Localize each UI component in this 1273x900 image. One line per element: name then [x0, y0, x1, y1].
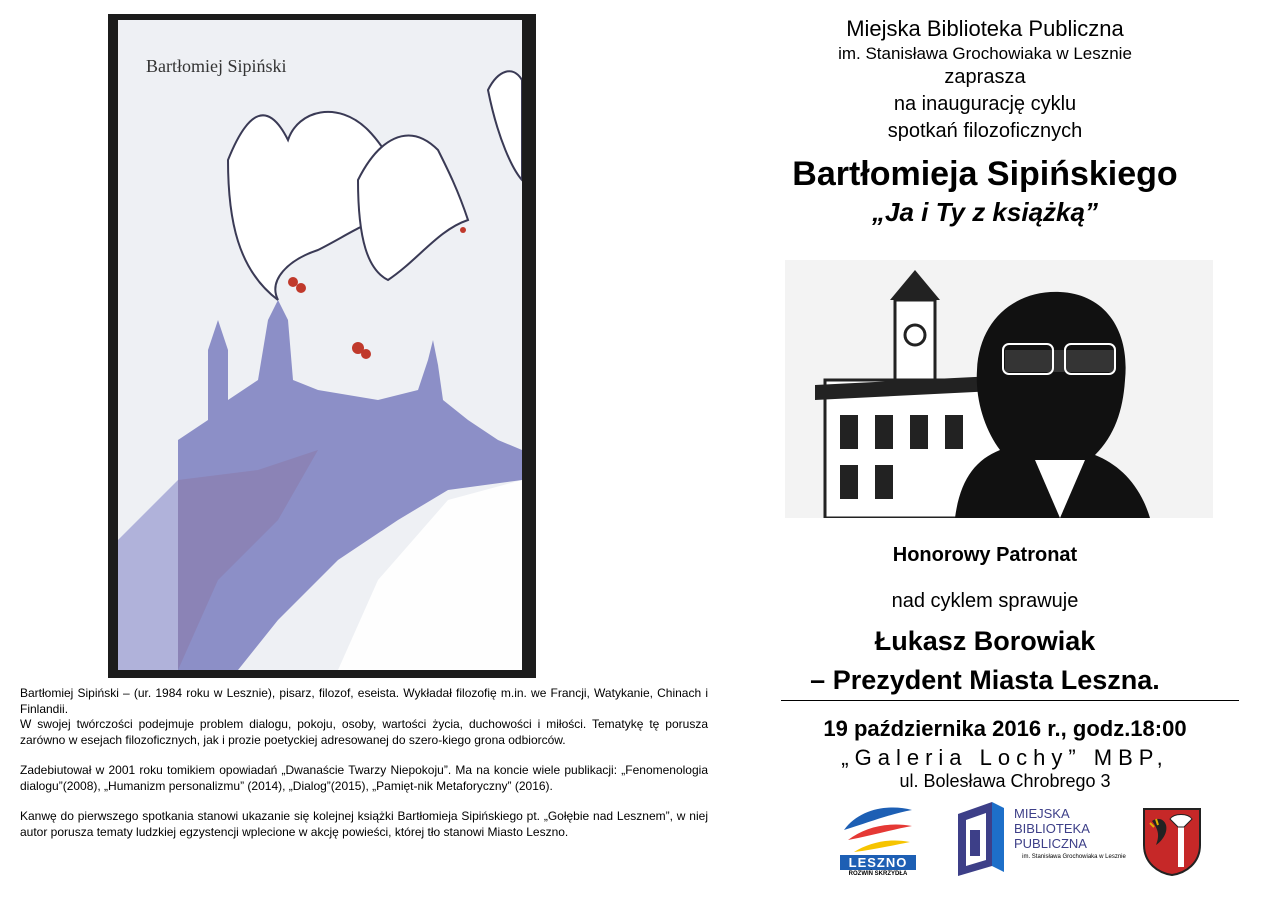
patron-name: Łukasz Borowiak	[874, 626, 1096, 656]
event-date: 19 października 2016 r., godz.18:00	[823, 716, 1187, 741]
portrait-illustration	[785, 260, 1213, 518]
mbp-logo-line-1: MIEJSKA	[1014, 806, 1070, 821]
bio-themes: W swojej twórczości podejmuje problem dialogu, pokoju, osoby, wartości życia, duchowości i miłości. Tematykę tę porusza zarówno w esejach filozoficznych, jak i prozie poetyckiej adresowanej do szero-kiego grona odbiorców.	[20, 717, 708, 747]
mbp-book-icon	[952, 800, 1010, 878]
speaker-name: Bartłomieja Sipińskiego	[792, 155, 1178, 193]
leszno-logo	[840, 800, 916, 880]
mbp-logo-name	[1014, 806, 1090, 851]
patronage-title: Honorowy Patronat	[892, 544, 1078, 566]
mbp-logo	[952, 800, 1132, 880]
leszno-logo-slogan: ROZWIŃ SKRZYDŁA	[848, 871, 908, 877]
event-address: ul. Bolesława Chrobrego 3	[899, 771, 1111, 791]
leszno-coat-of-arms-icon	[1140, 805, 1204, 877]
patronage-subtitle: nad cyklem sprawuje	[891, 590, 1079, 612]
leszno-wings-icon	[840, 800, 916, 856]
book-cover	[108, 14, 536, 678]
bio-intro: Bartłomiej Sipiński – (ur. 1984 roku w Lesznie), pisarz, filozof, eseista. Wykładał filozofię m.in. we Francji, Watykanie, Chinach i Finlandii.	[20, 686, 708, 716]
invite-line-1: zaprasza	[944, 66, 1026, 88]
bio-paragraph-1	[20, 686, 708, 748]
cover-author-name: Bartłomiej Sipiński	[146, 56, 287, 76]
invite-line-2: na inaugurację cyklu	[893, 93, 1077, 115]
cover-illustration	[118, 20, 522, 670]
leszno-logo-text: LESZNO	[840, 855, 916, 870]
patron-role: – Prezydent Miasta Leszna.	[810, 665, 1160, 695]
mbp-logo-subtitle: im. Stanisława Grochowiaka w Lesznie	[1022, 854, 1126, 860]
series-title: „Ja i Ty z książką”	[872, 197, 1098, 227]
event-venue: „Galeria Lochy” MBP,	[841, 745, 1169, 770]
library-name: Miejska Biblioteka Publiczna	[846, 16, 1124, 41]
mbp-logo-line-2: BIBLIOTEKA	[1014, 821, 1090, 836]
bio-paragraph-2: Zadebiutował w 2001 roku tomikiem opowiadań „Dwanaście Twarzy Niepokoju”. Ma na koncie wiele publikacji: „Fenomenologia dialogu”(2008), „Humanizm personalizmu” (2014), „Dialog”(2015), „Pamięt-nik Metaforyczny” (2016).	[20, 763, 708, 793]
library-subtitle: im. Stanisława Grochowiaka w Lesznie	[838, 44, 1132, 63]
author-portrait	[785, 260, 1213, 518]
mbp-logo-line-3: PUBLICZNA	[1014, 836, 1087, 851]
bio-paragraph-3: Kanwę do pierwszego spotkania stanowi ukazanie się kolejnej książki Bartłomieja Sipińskiego pt. „Gołębie nad Lesznem”, w niej autor porusza tematy ludzkiej egzystencji wplecione w akcję powieści, której tło stanowi Miasto Leszno.	[20, 809, 708, 839]
book-cover-art	[118, 20, 522, 670]
invite-line-3: spotkań filozoficznych	[887, 120, 1083, 142]
divider-line	[781, 700, 1239, 701]
author-bio	[20, 686, 708, 855]
